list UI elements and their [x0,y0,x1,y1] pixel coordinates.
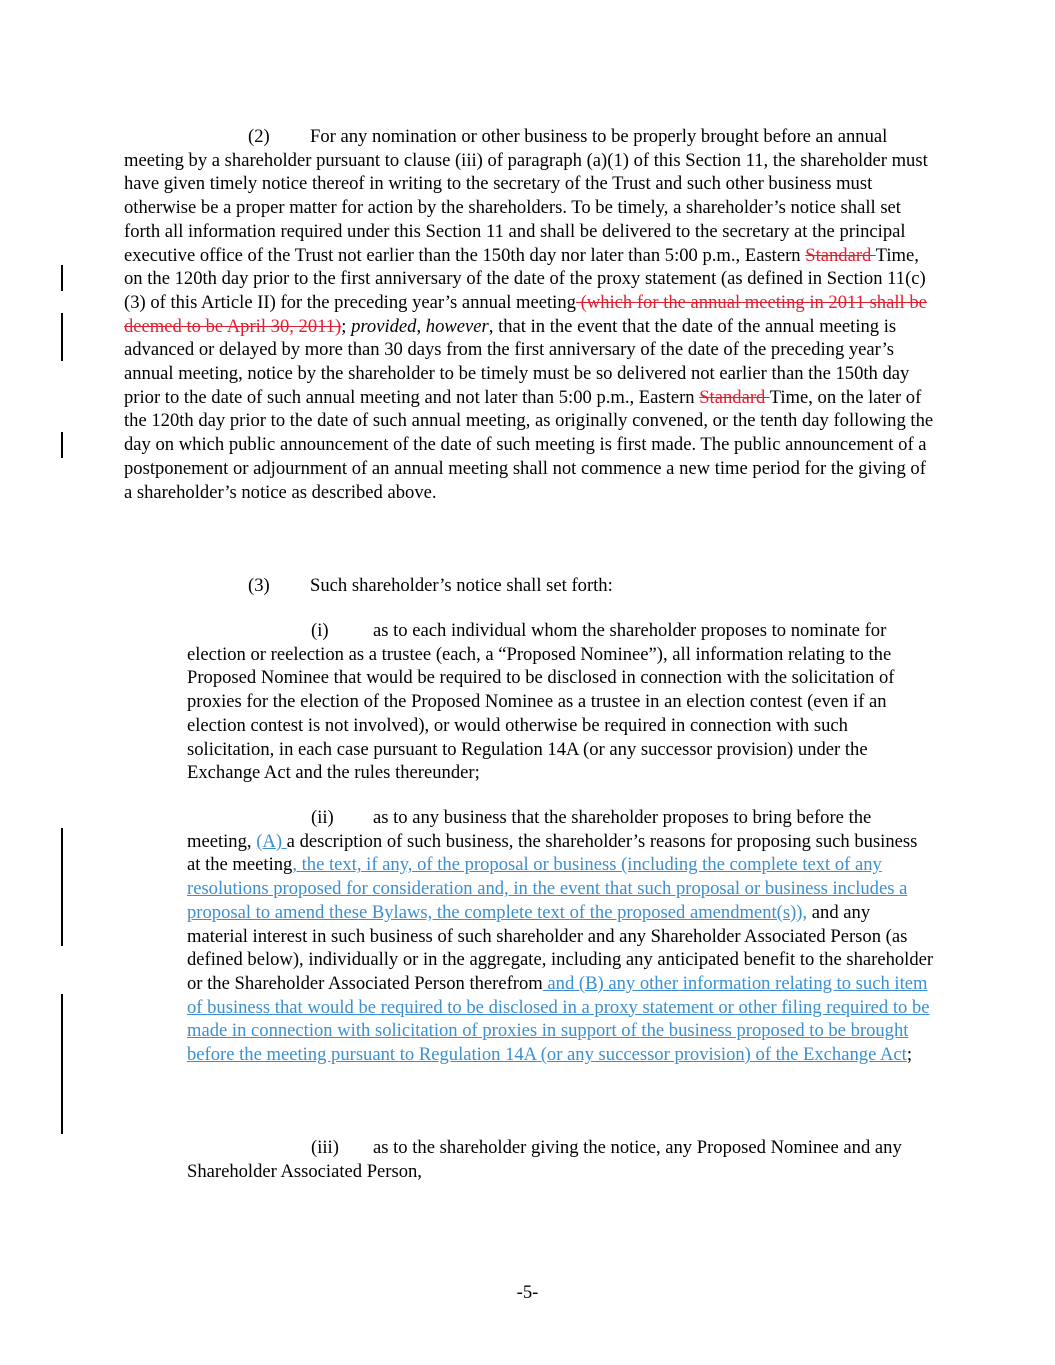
deleted-text: (which for the annual meeting in 2011 shall be deemed to be April 30, 2011) [124,291,927,337]
paragraph-text: Such shareholder’s notice shall set forth: [310,575,613,596]
paragraph-2 [124,125,936,504]
italic-text: however [425,315,489,337]
item-text: as to the shareholder giving the notice, any Proposed Nominee and any Shareholder Associated Person, [187,1137,902,1182]
paragraph-number: (2) [248,126,270,147]
change-bar [61,828,63,946]
paragraph-text: , that in the event that the date of the annual meeting is advanced or delayed by more than 30 days from the first anniversary of the date of the preceding year’s annual meeting, notice by the shareholder to be timely must be so delivered not earlier than the 150th day prior to the date of such annual meeting and not later than 5:00 p.m., Eastern [124,315,910,408]
inserted-text: and (B) any other information relating to such item of business that would be required to be disclosed in a proxy statement or other filing required to be made in connection with solicitation of proxies in support of the business proposed to be brought before the meeting pursuant to Regulation 14A (or any successor provision) of the Exchange Act [187,972,930,1066]
item-number: (i) [311,620,329,641]
deleted-text: Standard [805,244,876,266]
paragraph-text: Time, on the 120th day prior to the first anniversary of the date of the proxy statement (as defined in Section 11(c)(3) of this Article II) for the preceding year’s annual meeting [124,244,926,313]
item-number: (iii) [311,1137,339,1158]
paragraph-text: ; [341,315,352,337]
item-text: a description of such business, the shareholder’s reasons for proposing such business at the meeting [187,830,918,876]
paragraph-text: Time, on the later of the 120th day prior to the date of such annual meeting, as originally convened, or the tenth day following the day on which public announcement of the date of such meeting is first made. The public announcement of a postponement or adjournment of an annual meeting shall not commence a new time period for the giving of a shareholder’s notice as described above. [124,386,934,503]
inserted-text: (A) [256,830,287,852]
change-bar [61,265,63,291]
item-text: and any material interest in such business of such shareholder and any Shareholder Associated Person (as defined below), individually or in the aggregate, including any anticipated benefit to the shareholder or the Shareholder Associated Person therefrom [187,901,934,994]
item-number: (ii) [311,807,334,828]
item-text: ; [906,1044,912,1066]
item-text: as to each individual whom the shareholder proposes to nominate for election or reelection as a trustee (each, a “Proposed Nominee”), all information relating to the Proposed Nominee that would be required to be disclosed in connection with the solicitation of proxies for the election of the Proposed Nominee as a trustee in an election contest (even if an election contest is not involved), or would otherwise be required in connection with such solicitation, in each case pursuant to Regulation 14A (or any successor provision) under the Exchange Act and the rules thereunder; [187,620,895,784]
page-number: -5- [516,1282,539,1303]
paragraph-text: For any nomination or other business to be properly brought before an annual meeting by a shareholder pursuant to clause (iii) of paragraph (a)(1) of this Section 11, the shareholder must have given timely notice thereof in writing to the secretary of the Trust and such other business must otherwise be a proper matter for action by the shareholders. To be timely, a shareholder’s notice shall set forth all information required under this Section 11 and shall be delivered to the secretary at the principal executive office of the Trust not earlier than the 150th day nor later than 5:00 p.m., Eastern [124,126,928,266]
inserted-text: , the text, if any, of the proposal or business (including the complete text of any resolutions proposed for consideration and, in the event that such proposal or business includes a proposal to amend these Bylaws, the complete text of the proposed amendment(s)), [187,854,908,923]
item-ii [187,806,935,1067]
item-i [187,619,935,785]
paragraph-number: (3) [248,575,270,596]
italic-text: provided [351,315,417,337]
paragraph-text: , [416,315,426,337]
deleted-text: Standard [699,386,770,408]
change-bar [61,994,63,1134]
change-bar [61,313,63,361]
item-iii [187,1136,935,1183]
item-text: as to any business that the shareholder proposes to bring before the meeting, [187,807,872,852]
change-bar [61,432,63,458]
paragraph-3 [124,574,936,598]
